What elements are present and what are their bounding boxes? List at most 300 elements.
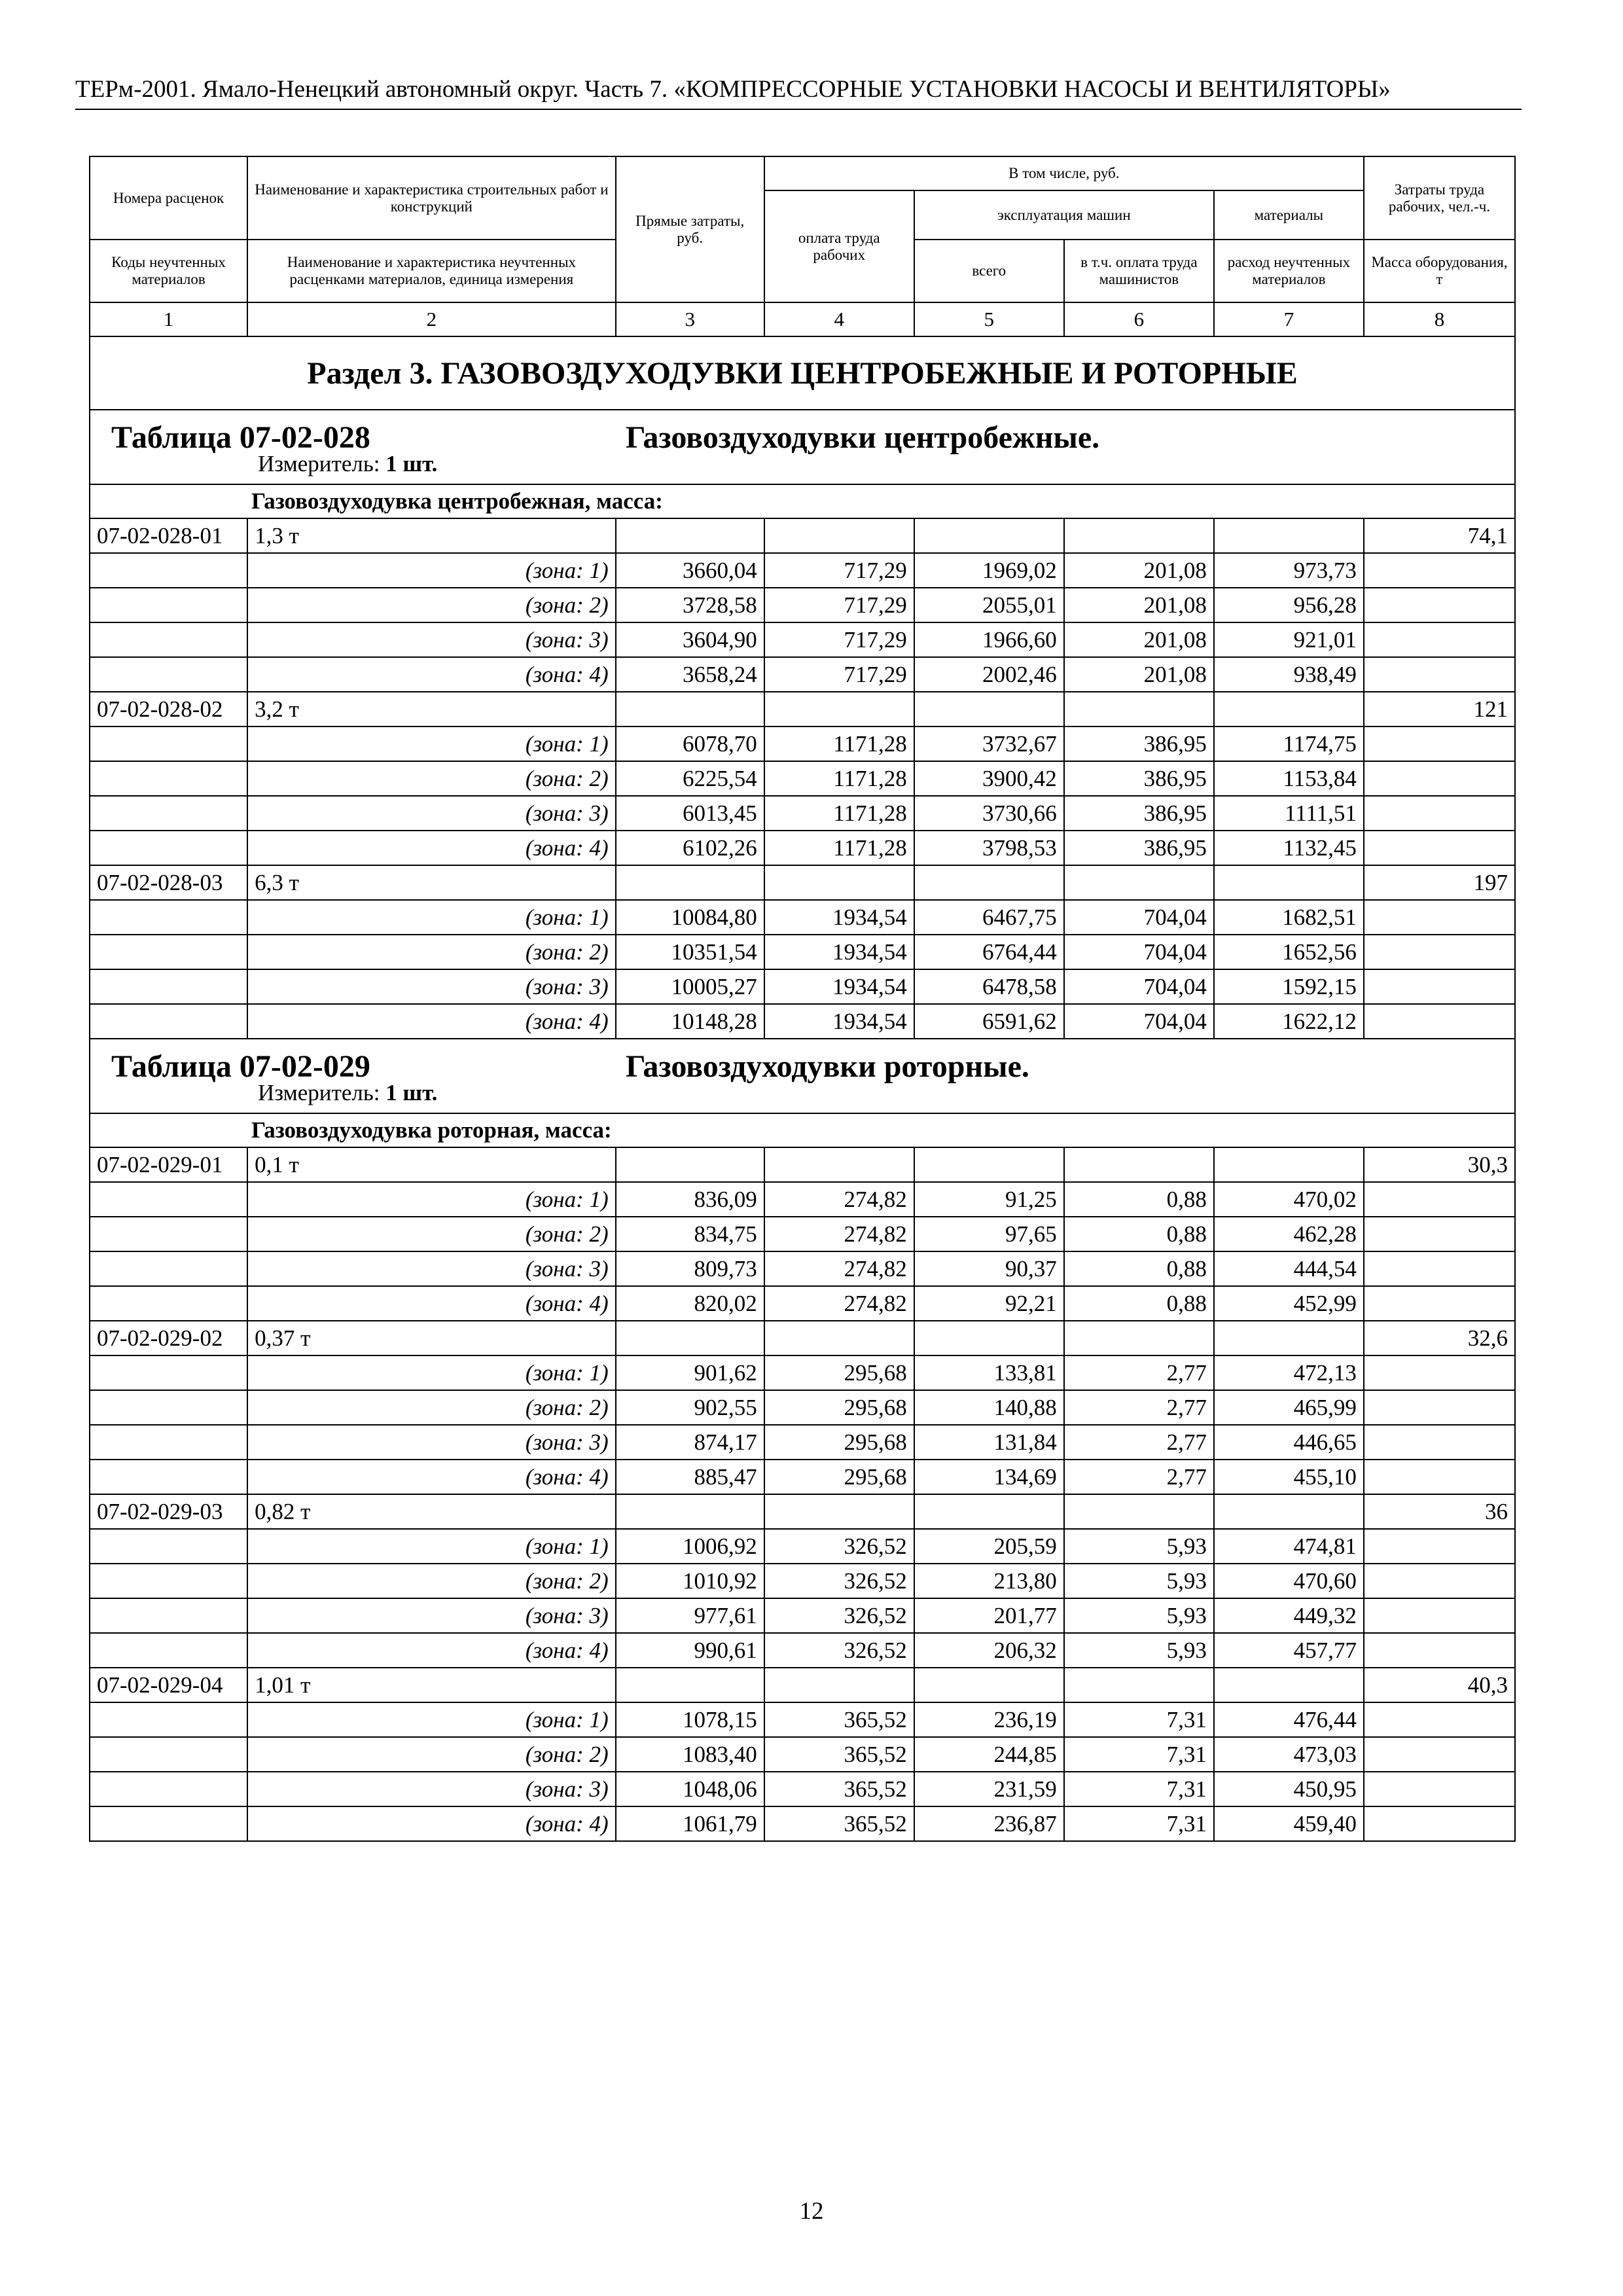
empty-cell — [1214, 692, 1364, 726]
empty-cell — [616, 1494, 764, 1529]
value-c7: 455,10 — [1214, 1460, 1364, 1494]
empty-cell — [1364, 1004, 1515, 1039]
value-c7: 973,73 — [1214, 553, 1364, 588]
rate-code: 07-02-029-01 — [90, 1147, 247, 1182]
value-c3: 1048,06 — [616, 1772, 764, 1806]
value-c7: 462,28 — [1214, 1217, 1364, 1251]
empty-cell — [1364, 588, 1515, 622]
value-c3: 902,55 — [616, 1390, 764, 1425]
value-c4: 1171,28 — [764, 761, 914, 796]
value-c3: 1083,40 — [616, 1737, 764, 1772]
empty-cell — [914, 1147, 1064, 1182]
column-number: 5 — [914, 302, 1064, 336]
empty-cell — [1214, 518, 1364, 553]
table-id: Таблица 07-02-028 — [111, 420, 370, 455]
value-c5: 133,81 — [914, 1355, 1064, 1390]
labor-cost: 36 — [1364, 1494, 1515, 1529]
empty-cell — [764, 865, 914, 900]
empty-cell — [90, 622, 247, 657]
empty-cell — [90, 969, 247, 1004]
zone-label: (зона: 3) — [247, 1425, 616, 1460]
empty-cell — [90, 553, 247, 588]
column-number-row — [90, 302, 1515, 336]
table-row — [90, 935, 1515, 969]
table-row — [90, 518, 1515, 553]
zone-label: (зона: 3) — [247, 1598, 616, 1633]
labor-cost: 121 — [1364, 692, 1515, 726]
empty-cell — [1364, 553, 1515, 588]
value-c7: 472,13 — [1214, 1355, 1364, 1390]
group-subheader: Газовоздуходувка центробежная, масса: — [90, 484, 1515, 518]
zone-label: (зона: 4) — [247, 1806, 616, 1841]
rate-code: 07-02-028-02 — [90, 692, 247, 726]
empty-cell — [1064, 692, 1214, 726]
zone-label: (зона: 4) — [247, 1004, 616, 1039]
value-c4: 365,52 — [764, 1702, 914, 1737]
empty-cell — [1214, 1147, 1364, 1182]
empty-cell — [616, 692, 764, 726]
value-c7: 1174,75 — [1214, 726, 1364, 761]
empty-cell — [90, 1564, 247, 1598]
value-c6: 0,88 — [1064, 1251, 1214, 1286]
table-row — [90, 657, 1515, 692]
empty-cell — [1364, 1355, 1515, 1390]
value-c4: 326,52 — [764, 1598, 914, 1633]
col-header-operator-pay: в т.ч. оплата труда машинистов — [1064, 240, 1214, 302]
value-c5: 3730,66 — [914, 796, 1064, 831]
empty-cell — [1364, 1702, 1515, 1737]
value-c5: 201,77 — [914, 1598, 1064, 1633]
value-c4: 274,82 — [764, 1182, 914, 1217]
table-row — [90, 1529, 1515, 1564]
table-row — [90, 1564, 1515, 1598]
column-number: 6 — [1064, 302, 1214, 336]
column-number: 4 — [764, 302, 914, 336]
page-number: 12 — [799, 2198, 824, 2225]
table-row — [90, 761, 1515, 796]
empty-cell — [616, 518, 764, 553]
value-c3: 3728,58 — [616, 588, 764, 622]
empty-cell — [1214, 1668, 1364, 1702]
value-c3: 10005,27 — [616, 969, 764, 1004]
zone-label: (зона: 3) — [247, 1772, 616, 1806]
table-heading-line — [97, 410, 1508, 455]
value-c4: 1171,28 — [764, 796, 914, 831]
zone-label: (зона: 4) — [247, 1286, 616, 1321]
section-title: Раздел 3. ГАЗОВОЗДУХОДУВКИ ЦЕНТРОБЕЖНЫЕ И РОТОРНЫЕ — [90, 336, 1515, 410]
value-c6: 7,31 — [1064, 1702, 1214, 1737]
empty-cell — [1364, 796, 1515, 831]
empty-cell — [90, 1182, 247, 1217]
empty-cell — [90, 1598, 247, 1633]
empty-cell — [1364, 831, 1515, 865]
empty-cell — [1364, 900, 1515, 935]
value-c5: 3798,53 — [914, 831, 1064, 865]
empty-cell — [90, 1355, 247, 1390]
value-c6: 7,31 — [1064, 1772, 1214, 1806]
item-description: 0,37 т — [247, 1321, 616, 1355]
table-row — [90, 900, 1515, 935]
value-c6: 2,77 — [1064, 1355, 1214, 1390]
page-header: ТЕРм-2001. Ямало-Ненецкий автономный округ. Часть 7. «КОМПРЕССОРНЫЕ УСТАНОВКИ НАСОСЫ И ВЕНТИЛЯТОРЫ» — [75, 73, 1522, 110]
value-c4: 717,29 — [764, 553, 914, 588]
empty-cell — [1214, 865, 1364, 900]
zone-label: (зона: 1) — [247, 726, 616, 761]
empty-cell — [1364, 726, 1515, 761]
rates-sheet — [89, 156, 1516, 1842]
value-c5: 6764,44 — [914, 935, 1064, 969]
value-c7: 452,99 — [1214, 1286, 1364, 1321]
value-c4: 365,52 — [764, 1806, 914, 1841]
table-row — [90, 1182, 1515, 1217]
empty-cell — [90, 726, 247, 761]
empty-cell — [1364, 1564, 1515, 1598]
value-c4: 365,52 — [764, 1772, 914, 1806]
zone-label: (зона: 2) — [247, 935, 616, 969]
col-header-machines-total: всего — [914, 240, 1064, 302]
value-c6: 386,95 — [1064, 831, 1214, 865]
empty-cell — [764, 1321, 914, 1355]
empty-cell — [90, 761, 247, 796]
empty-cell — [90, 935, 247, 969]
value-c4: 274,82 — [764, 1286, 914, 1321]
value-c6: 2,77 — [1064, 1390, 1214, 1425]
value-c7: 470,02 — [1214, 1182, 1364, 1217]
empty-cell — [1364, 1737, 1515, 1772]
empty-cell — [1364, 1529, 1515, 1564]
labor-cost: 30,3 — [1364, 1147, 1515, 1182]
value-c4: 295,68 — [764, 1355, 914, 1390]
table-row — [90, 1390, 1515, 1425]
value-c3: 1061,79 — [616, 1806, 764, 1841]
value-c7: 1592,15 — [1214, 969, 1364, 1004]
value-c3: 1006,92 — [616, 1529, 764, 1564]
empty-cell — [90, 900, 247, 935]
empty-cell — [90, 1772, 247, 1806]
empty-cell — [914, 1321, 1064, 1355]
value-c4: 1934,54 — [764, 900, 914, 935]
empty-cell — [616, 1147, 764, 1182]
value-c5: 213,80 — [914, 1564, 1064, 1598]
table-row — [90, 1355, 1515, 1390]
table-name: Газовоздуходувки роторные. — [626, 1049, 1029, 1084]
empty-cell — [1364, 1806, 1515, 1841]
value-c7: 1682,51 — [1214, 900, 1364, 935]
empty-cell — [90, 796, 247, 831]
empty-cell — [90, 1217, 247, 1251]
zone-label: (зона: 1) — [247, 1182, 616, 1217]
value-c6: 0,88 — [1064, 1286, 1214, 1321]
empty-cell — [914, 1494, 1064, 1529]
empty-cell — [90, 1529, 247, 1564]
value-c6: 704,04 — [1064, 969, 1214, 1004]
group-subheader: Газовоздуходувка роторная, масса: — [90, 1113, 1515, 1147]
measure-label: Измеритель: — [258, 1080, 380, 1105]
value-c4: 295,68 — [764, 1460, 914, 1494]
empty-cell — [90, 657, 247, 692]
value-c3: 6102,26 — [616, 831, 764, 865]
value-c7: 1652,56 — [1214, 935, 1364, 969]
empty-cell — [90, 1251, 247, 1286]
value-c3: 6078,70 — [616, 726, 764, 761]
value-c5: 91,25 — [914, 1182, 1064, 1217]
value-c6: 201,08 — [1064, 588, 1214, 622]
value-c4: 717,29 — [764, 622, 914, 657]
empty-cell — [90, 1004, 247, 1039]
empty-cell — [1364, 657, 1515, 692]
value-c5: 236,87 — [914, 1806, 1064, 1841]
value-c5: 2002,46 — [914, 657, 1064, 692]
table-row — [90, 692, 1515, 726]
zone-label: (зона: 2) — [247, 1737, 616, 1772]
table-row — [90, 1806, 1515, 1841]
col-header-materials: материалы — [1214, 190, 1364, 240]
empty-cell — [914, 518, 1064, 553]
rate-code: 07-02-028-03 — [90, 865, 247, 900]
col-header-work-name: Наименование и характеристика строительных работ и конструкций — [247, 156, 616, 240]
col-header-rate-numbers: Номера расценок — [90, 156, 247, 240]
value-c4: 274,82 — [764, 1251, 914, 1286]
value-c3: 901,62 — [616, 1355, 764, 1390]
value-c6: 0,88 — [1064, 1182, 1214, 1217]
zone-label: (зона: 2) — [247, 1564, 616, 1598]
empty-cell — [764, 692, 914, 726]
table-heading — [90, 410, 1515, 484]
value-c7: 457,77 — [1214, 1633, 1364, 1668]
column-number: 1 — [90, 302, 247, 336]
value-c4: 295,68 — [764, 1425, 914, 1460]
empty-cell — [1364, 1251, 1515, 1286]
value-c7: 956,28 — [1214, 588, 1364, 622]
value-c4: 1934,54 — [764, 935, 914, 969]
zone-label: (зона: 2) — [247, 1217, 616, 1251]
value-c5: 6467,75 — [914, 900, 1064, 935]
value-c3: 990,61 — [616, 1633, 764, 1668]
empty-cell — [90, 1425, 247, 1460]
measure-value: 1 шт. — [385, 1080, 438, 1105]
value-c3: 6013,45 — [616, 796, 764, 831]
value-c3: 1078,15 — [616, 1702, 764, 1737]
table-row — [90, 1702, 1515, 1737]
empty-cell — [90, 588, 247, 622]
value-c5: 244,85 — [914, 1737, 1064, 1772]
value-c3: 3660,04 — [616, 553, 764, 588]
zone-label: (зона: 4) — [247, 831, 616, 865]
value-c5: 231,59 — [914, 1772, 1064, 1806]
table-row — [90, 1494, 1515, 1529]
empty-cell — [90, 1460, 247, 1494]
value-c6: 5,93 — [1064, 1564, 1214, 1598]
empty-cell — [90, 1286, 247, 1321]
empty-cell — [1364, 622, 1515, 657]
zone-label: (зона: 4) — [247, 1460, 616, 1494]
value-c5: 97,65 — [914, 1217, 1064, 1251]
value-c5: 134,69 — [914, 1460, 1064, 1494]
value-c7: 450,95 — [1214, 1772, 1364, 1806]
col-header-unaccounted-materials: расход неучтенных материалов — [1214, 240, 1364, 302]
value-c6: 201,08 — [1064, 657, 1214, 692]
value-c3: 6225,54 — [616, 761, 764, 796]
rate-code: 07-02-029-04 — [90, 1668, 247, 1702]
value-c7: 465,99 — [1214, 1390, 1364, 1425]
zone-label: (зона: 2) — [247, 1390, 616, 1425]
table-row — [90, 796, 1515, 831]
value-c7: 476,44 — [1214, 1702, 1364, 1737]
value-c3: 874,17 — [616, 1425, 764, 1460]
labor-cost: 74,1 — [1364, 518, 1515, 553]
zone-label: (зона: 1) — [247, 1529, 616, 1564]
column-number: 2 — [247, 302, 616, 336]
value-c3: 834,75 — [616, 1217, 764, 1251]
empty-cell — [90, 1390, 247, 1425]
table-heading — [90, 1039, 1515, 1113]
table-row — [90, 969, 1515, 1004]
value-c4: 717,29 — [764, 588, 914, 622]
empty-cell — [1364, 1598, 1515, 1633]
value-c3: 1010,92 — [616, 1564, 764, 1598]
table-row — [90, 1321, 1515, 1355]
empty-cell — [914, 1668, 1064, 1702]
value-c3: 977,61 — [616, 1598, 764, 1633]
value-c5: 131,84 — [914, 1425, 1064, 1460]
empty-cell — [1064, 1668, 1214, 1702]
value-c6: 7,31 — [1064, 1806, 1214, 1841]
item-description: 1,01 т — [247, 1668, 616, 1702]
labor-cost: 40,3 — [1364, 1668, 1515, 1702]
zone-label: (зона: 1) — [247, 900, 616, 935]
value-c7: 473,03 — [1214, 1737, 1364, 1772]
value-c6: 386,95 — [1064, 726, 1214, 761]
empty-cell — [1064, 518, 1214, 553]
value-c4: 295,68 — [764, 1390, 914, 1425]
table-row — [90, 1460, 1515, 1494]
value-c6: 2,77 — [1064, 1425, 1214, 1460]
value-c4: 1934,54 — [764, 1004, 914, 1039]
zone-label: (зона: 3) — [247, 622, 616, 657]
empty-cell — [1064, 1147, 1214, 1182]
empty-cell — [1364, 1390, 1515, 1425]
table-row — [90, 1147, 1515, 1182]
col-header-direct-costs: Прямые затраты, руб. — [616, 156, 764, 302]
labor-cost: 197 — [1364, 865, 1515, 900]
value-c7: 449,32 — [1214, 1598, 1364, 1633]
value-c4: 717,29 — [764, 657, 914, 692]
table-row — [90, 1598, 1515, 1633]
value-c6: 0,88 — [1064, 1217, 1214, 1251]
col-header-labor-costs: Затраты труда рабочих, чел.-ч. — [1364, 156, 1515, 240]
empty-cell — [1364, 969, 1515, 1004]
empty-cell — [914, 865, 1064, 900]
labor-cost: 32,6 — [1364, 1321, 1515, 1355]
table-row — [90, 865, 1515, 900]
empty-cell — [914, 692, 1064, 726]
col-header-material-codes: Коды неучтенных материалов — [90, 240, 247, 302]
empty-cell — [1364, 1217, 1515, 1251]
zone-label: (зона: 4) — [247, 657, 616, 692]
empty-cell — [1214, 1494, 1364, 1529]
value-c5: 3732,67 — [914, 726, 1064, 761]
zone-label: (зона: 3) — [247, 969, 616, 1004]
value-c4: 1171,28 — [764, 726, 914, 761]
empty-cell — [90, 1633, 247, 1668]
value-c5: 2055,01 — [914, 588, 1064, 622]
table-row — [90, 1668, 1515, 1702]
value-c6: 5,93 — [1064, 1633, 1214, 1668]
table-row — [90, 1425, 1515, 1460]
empty-cell — [90, 1806, 247, 1841]
empty-cell — [764, 518, 914, 553]
value-c5: 206,32 — [914, 1633, 1064, 1668]
zone-label: (зона: 3) — [247, 1251, 616, 1286]
value-c6: 201,08 — [1064, 622, 1214, 657]
table-row — [90, 831, 1515, 865]
column-number: 3 — [616, 302, 764, 336]
value-c5: 90,37 — [914, 1251, 1064, 1286]
table-row — [90, 588, 1515, 622]
value-c3: 3604,90 — [616, 622, 764, 657]
table-row — [90, 553, 1515, 588]
empty-cell — [1364, 1772, 1515, 1806]
empty-cell — [1364, 1460, 1515, 1494]
item-description: 0,1 т — [247, 1147, 616, 1182]
value-c4: 326,52 — [764, 1529, 914, 1564]
value-c3: 10148,28 — [616, 1004, 764, 1039]
value-c5: 140,88 — [914, 1390, 1064, 1425]
measure-label: Измеритель: — [258, 451, 380, 476]
value-c6: 386,95 — [1064, 761, 1214, 796]
value-c3: 820,02 — [616, 1286, 764, 1321]
value-c7: 470,60 — [1214, 1564, 1364, 1598]
value-c4: 326,52 — [764, 1633, 914, 1668]
value-c3: 809,73 — [616, 1251, 764, 1286]
value-c5: 6591,62 — [914, 1004, 1064, 1039]
table-row — [90, 1772, 1515, 1806]
empty-cell — [1364, 1425, 1515, 1460]
empty-cell — [1214, 1321, 1364, 1355]
zone-label: (зона: 1) — [247, 1702, 616, 1737]
zone-label: (зона: 2) — [247, 761, 616, 796]
col-header-machine-operation: эксплуатация машин — [914, 190, 1214, 240]
value-c4: 326,52 — [764, 1564, 914, 1598]
value-c5: 1966,60 — [914, 622, 1064, 657]
value-c3: 10351,54 — [616, 935, 764, 969]
value-c4: 274,82 — [764, 1217, 914, 1251]
zone-label: (зона: 1) — [247, 553, 616, 588]
empty-cell — [1364, 1286, 1515, 1321]
item-description: 6,3 т — [247, 865, 616, 900]
table-row — [90, 1004, 1515, 1039]
rates-table — [89, 156, 1516, 1842]
empty-cell — [1364, 935, 1515, 969]
value-c7: 1153,84 — [1214, 761, 1364, 796]
value-c7: 938,49 — [1214, 657, 1364, 692]
rate-code: 07-02-029-03 — [90, 1494, 247, 1529]
col-header-including: В том числе, руб. — [764, 156, 1364, 190]
value-c4: 1934,54 — [764, 969, 914, 1004]
table-name: Газовоздуходувки центробежные. — [626, 420, 1100, 455]
value-c6: 5,93 — [1064, 1598, 1214, 1633]
value-c5: 6478,58 — [914, 969, 1064, 1004]
rate-code: 07-02-029-02 — [90, 1321, 247, 1355]
value-c6: 386,95 — [1064, 796, 1214, 831]
value-c3: 885,47 — [616, 1460, 764, 1494]
empty-cell — [90, 1737, 247, 1772]
table-id: Таблица 07-02-029 — [111, 1049, 370, 1084]
table-row — [90, 1217, 1515, 1251]
col-header-material-names: Наименование и характеристика неучтенных расценками материалов, единица измерения — [247, 240, 616, 302]
value-c5: 92,21 — [914, 1286, 1064, 1321]
value-c6: 2,77 — [1064, 1460, 1214, 1494]
